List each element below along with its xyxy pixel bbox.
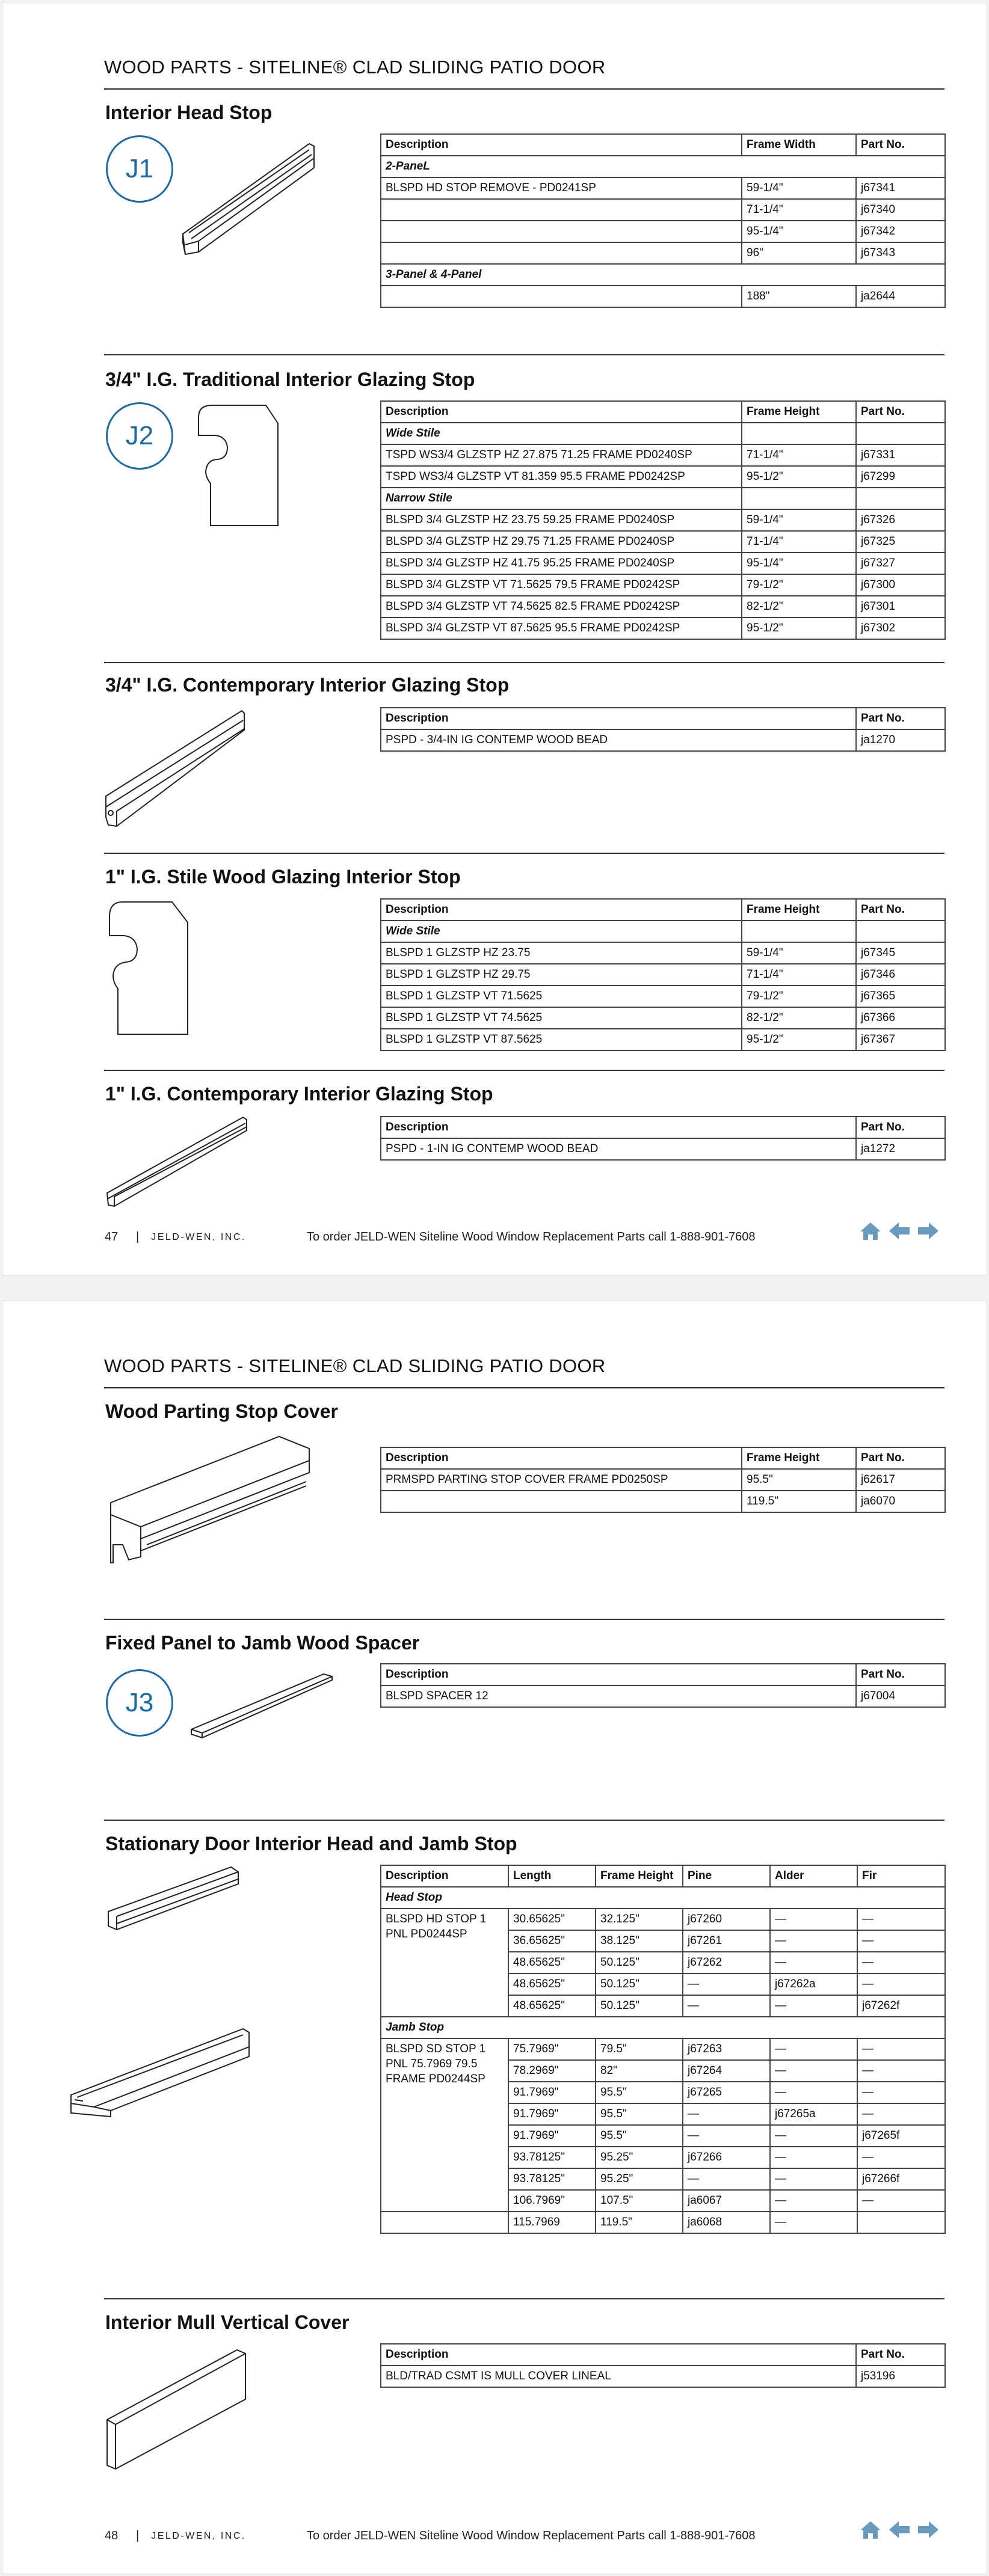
wood-spacer-illustration (188, 1668, 338, 1746)
column-header: Part No. (856, 134, 945, 156)
page-footer (105, 2529, 756, 2543)
table-row: BLSPD HD STOP REMOVE - PD0241SP 59-1/4" j67341 (381, 177, 945, 199)
parts-table-contemporary-glazing-stop-3-4 (380, 707, 946, 752)
parts-table-traditional-glazing-stop (380, 400, 946, 640)
table-row: BLSPD 3/4 GLZSTP VT 71.5625 79.5 FRAME PD0242SP 79-1/2" j67300 (381, 574, 945, 596)
section-heading-traditional-glazing-stop: 3/4" I.G. Traditional Interior Glazing Stop (105, 369, 475, 390)
column-header: Description (381, 2344, 856, 2366)
table-row: 188" ja2644 (381, 286, 945, 307)
column-header: Fir (857, 1865, 945, 1887)
table-row: PSPD - 1-IN IG CONTEMP WOOD BEAD ja1272 (381, 1138, 945, 1160)
parts-table-parting-stop-cover (380, 1447, 946, 1513)
column-header: Description (381, 1447, 742, 1469)
table-row: BLSPD 1 GLZSTP HZ 23.75 59-1/4" j67345 (381, 942, 945, 964)
table-group-row: Jamb Stop (381, 2017, 945, 2038)
table-row: 71-1/4" j67340 (381, 199, 945, 221)
table-row: BLSPD SPACER 12 j67004 (381, 1685, 945, 1707)
section-divider (104, 1619, 944, 1620)
column-header: Description (381, 134, 742, 156)
table-row: 78.2969" 82" j67264 — — (381, 2060, 945, 2082)
table-row: PRMSPD PARTING STOP COVER FRAME PD0250SP 95.5" j62617 (381, 1469, 945, 1491)
section-divider (104, 354, 944, 355)
column-header: Frame Height (596, 1865, 683, 1887)
page-footer (105, 1230, 756, 1244)
table-row: 93.78125" 95.25" j67266 — — (381, 2147, 945, 2168)
section-heading-mull-vertical-cover: Interior Mull Vertical Cover (105, 2311, 350, 2333)
order-phone-text: To order JELD-WEN Siteline Wood Window Replacement Parts call 1-888-901-7608 (307, 1230, 756, 1244)
column-header: Part No. (856, 1664, 945, 1685)
parts-table-stationary-door-stop (380, 1865, 946, 2234)
column-header: Part No. (856, 2344, 945, 2366)
table-row: 48.65625" 50.125" j67262 — — (381, 1952, 945, 1973)
column-header: Part No. (856, 1117, 945, 1138)
table-row: BLSPD 3/4 GLZSTP HZ 29.75 71.25 FRAME PD0240SP 71-1/4" j67325 (381, 531, 945, 553)
table-row: 36.65625" 38.125" j67261 — — (381, 1930, 945, 1952)
contemporary-glazing-stop-illustration (105, 706, 249, 838)
table-row: 119.5" ja6070 (381, 1491, 945, 1512)
section-heading-1in-stile-glazing-stop: 1" I.G. Stile Wood Glazing Interior Stop (105, 866, 461, 888)
column-header: Part No. (856, 708, 945, 729)
table-row: 91.7969" 95.5" j67265 — — (381, 2082, 945, 2103)
page-title: WOOD PARTS - SITELINE® CLAD SLIDING PATIO DOOR (104, 1355, 606, 1376)
table-row: TSPD WS3/4 GLZSTP HZ 27.875 71.25 FRAME PD0240SP 71-1/4" j67331 (381, 444, 945, 466)
column-header: Alder (770, 1865, 857, 1887)
section-heading-1in-contemporary-glazing-stop: 1" I.G. Contemporary Interior Glazing Stop (105, 1083, 493, 1105)
title-rule (104, 88, 944, 90)
parts-table-jamb-wood-spacer (380, 1663, 946, 1708)
glazing-stop-profile-illustration (194, 399, 284, 538)
table-row: 93.78125" 95.25" — — j67266f (381, 2168, 945, 2190)
table-row: BLSPD 1 GLZSTP VT 74.5625 82-1/2" j67366 (381, 1007, 945, 1029)
section-divider (104, 662, 944, 663)
title-rule (104, 1387, 944, 1388)
page-47 (2, 2, 987, 1275)
order-phone-text: To order JELD-WEN Siteline Wood Window Replacement Parts call 1-888-901-7608 (307, 2529, 756, 2542)
column-header: Part No. (856, 401, 945, 423)
table-group-row: Wide Stile (381, 423, 945, 444)
callout-badge-j1: J1 (106, 135, 173, 203)
stile-glazing-stop-profile-illustration (105, 898, 195, 1043)
table-row: 106.7969" 107.5" ja6067 — — (381, 2190, 945, 2212)
table-row: BLSPD SD STOP 1 PNL 75.7969 79.5 FRAME PD0244SP 75.7969" 79.5" j67263 — — (381, 2038, 945, 2060)
column-header: Frame Height (742, 1447, 856, 1469)
1in-contemporary-stop-illustration (105, 1109, 255, 1211)
table-row: 91.7969" 95.5" — j67265a — (381, 2103, 945, 2125)
page-nav (859, 1221, 940, 1241)
table-group-row: Head Stop (381, 1887, 945, 1909)
table-group-row: Wide Stile (381, 921, 945, 942)
next-page-icon[interactable] (917, 2519, 940, 2540)
column-header: Frame Height (742, 899, 856, 921)
parts-table-mull-vertical-cover (380, 2343, 946, 2388)
company-name: JELD-WEN, INC. (151, 2530, 246, 2541)
previous-page-icon[interactable] (888, 1221, 911, 1241)
section-divider (104, 2298, 944, 2299)
column-header: Description (381, 1117, 856, 1138)
company-name: JELD-WEN, INC. (151, 1231, 246, 1242)
table-group-row: 3-Panel & 4-Panel (381, 264, 945, 286)
table-row: BLSPD 3/4 GLZSTP VT 74.5625 82.5 FRAME PD0242SP 82-1/2" j67301 (381, 596, 945, 618)
section-heading-interior-head-stop: Interior Head Stop (105, 102, 273, 123)
home-icon[interactable] (859, 1221, 882, 1241)
column-header: Part No. (856, 899, 945, 921)
parts-table-interior-head-stop (380, 133, 946, 308)
table-row: 48.65625" 50.125" — — j67262f (381, 1995, 945, 2017)
table-row: 91.7969" 95.5" — — j67265f (381, 2125, 945, 2147)
table-row: 95-1/4" j67342 (381, 221, 945, 242)
column-header: Description (381, 1865, 508, 1887)
page-number: 47 (105, 1230, 119, 1244)
home-icon[interactable] (859, 2519, 882, 2540)
table-row: 115.7969 119.5" ja6068 — (381, 2212, 945, 2233)
page-number: 48 (105, 2529, 119, 2542)
previous-page-icon[interactable] (888, 2519, 911, 2540)
page-nav (859, 2519, 940, 2540)
table-row: 96" j67343 (381, 242, 945, 264)
table-row: BLSPD 1 GLZSTP VT 87.5625 95-1/2" j67367 (381, 1029, 945, 1050)
table-group-row: 2-PaneL (381, 156, 945, 177)
table-row: PSPD - 3/4-IN IG CONTEMP WOOD BEAD ja1270 (381, 729, 945, 751)
page-title: WOOD PARTS - SITELINE® CLAD SLIDING PATIO DOOR (104, 57, 606, 78)
callout-badge-j3: J3 (106, 1669, 173, 1737)
table-group-row: Narrow Stile (381, 488, 945, 509)
table-row: BLSPD 1 GLZSTP VT 71.5625 79-1/2" j67365 (381, 986, 945, 1007)
parting-stop-cover-illustration (105, 1431, 333, 1569)
table-row: BLSPD 1 GLZSTP HZ 29.75 71-1/4" j67346 (381, 964, 945, 986)
table-row: TSPD WS3/4 GLZSTP VT 81.359 95.5 FRAME PD0242SP 95-1/2" j67299 (381, 466, 945, 488)
column-header: Description (381, 708, 856, 729)
section-divider (104, 853, 944, 854)
column-header: Length (508, 1865, 596, 1887)
section-divider (104, 1070, 944, 1071)
section-heading-jamb-wood-spacer: Fixed Panel to Jamb Wood Spacer (105, 1632, 420, 1654)
section-heading-stationary-door-stop: Stationary Door Interior Head and Jamb Stop (105, 1833, 517, 1854)
parts-table-1in-contemporary-glazing-stop (380, 1116, 946, 1161)
page-48 (2, 1301, 987, 2574)
footer-separator: | (136, 2529, 140, 2542)
table-row: BLSPD HD STOP 1 PNL PD0244SP 30.65625" 32.125" j67260 — — (381, 1909, 945, 1930)
column-header: Frame Width (742, 134, 856, 156)
section-heading-parting-stop-cover: Wood Parting Stop Cover (105, 1400, 338, 1422)
head-stop-illustration (105, 1863, 255, 1942)
section-divider (104, 1820, 944, 1821)
column-header: Pine (683, 1865, 770, 1887)
callout-badge-j2: J2 (106, 402, 173, 470)
interior-head-stop-illustration (177, 138, 321, 282)
table-row: BLSPD 3/4 GLZSTP HZ 23.75 59.25 FRAME PD0240SP 59-1/4" j67326 (381, 509, 945, 531)
jamb-stop-illustration (63, 2023, 261, 2125)
mull-cover-illustration (105, 2341, 255, 2480)
next-page-icon[interactable] (917, 1221, 940, 1241)
column-header: Description (381, 1664, 856, 1685)
table-row: 48.65625" 50.125" — j67262a — (381, 1973, 945, 1995)
table-row: BLSPD 3/4 GLZSTP VT 87.5625 95.5 FRAME PD0242SP 95-1/2" j67302 (381, 618, 945, 639)
parts-table-1in-stile-glazing-stop (380, 898, 946, 1051)
table-row: BLD/TRAD CSMT IS MULL COVER LINEAL j53196 (381, 2366, 945, 2387)
column-header: Part No. (856, 1447, 945, 1469)
column-header: Description (381, 401, 742, 423)
footer-separator: | (136, 1230, 140, 1244)
column-header: Description (381, 899, 742, 921)
table-row: BLSPD 3/4 GLZSTP HZ 41.75 95.25 FRAME PD0240SP 95-1/4" j67327 (381, 553, 945, 574)
section-heading-contemporary-glazing-stop-3-4: 3/4" I.G. Contemporary Interior Glazing Stop (105, 674, 510, 696)
column-header: Frame Height (742, 401, 856, 423)
